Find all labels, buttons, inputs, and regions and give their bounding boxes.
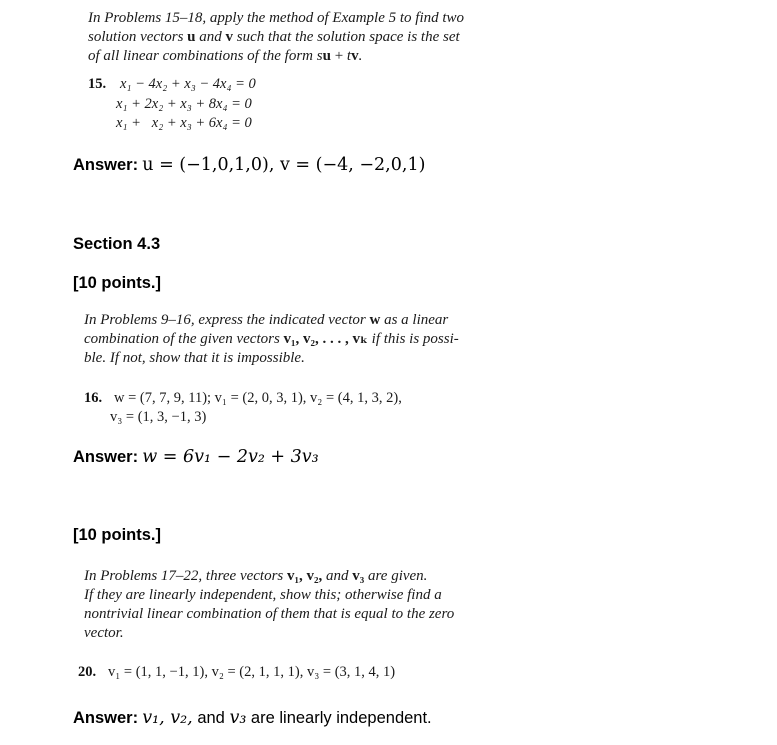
intro-text: such that the solution space is the set — [233, 29, 460, 45]
intro-line — [84, 349, 504, 368]
problem-20-answer — [73, 708, 432, 728]
intro-text: combination of the given vectors — [84, 331, 284, 347]
intro-line — [84, 567, 504, 586]
intro-line — [84, 330, 504, 349]
vector-definitions: v₃ = (1, 3, −1, 3) — [110, 409, 207, 425]
intro-text: If they are linearly independent, show this; otherwise find a — [84, 587, 442, 603]
intro-line — [88, 9, 508, 28]
scalar-s: s — [316, 48, 323, 64]
intro-text: In Problems 9–16, express the indicated vector — [84, 312, 370, 328]
vector-v3: v₃ — [352, 568, 365, 584]
intro-line — [88, 28, 508, 47]
points-label: [10 points.] — [73, 526, 162, 544]
equation-3: x₁ + x₂ + x₃ + 6x₄ = 0 — [116, 115, 252, 131]
problem-number: 16. — [84, 390, 103, 406]
problem-16-vectors — [84, 388, 402, 408]
answer-vectors: v₁, v₂, — [142, 708, 193, 728]
vector-w: w — [369, 312, 381, 328]
problem-number: 20. — [78, 664, 97, 680]
vector-v: v — [351, 48, 359, 64]
intro-text: vector. — [84, 625, 124, 641]
intro-text: ble. If not, show that it is impossible. — [84, 350, 305, 366]
vector-u: u — [322, 48, 331, 64]
plus-sign: + — [330, 48, 347, 64]
intro-text: are given. — [364, 568, 428, 584]
answer-label: Answer: — [73, 448, 139, 466]
answer-label: Answer: — [73, 709, 139, 727]
problem-16-answer — [73, 447, 319, 467]
intro-text: of all linear combinations of the form — [88, 48, 317, 64]
problem-15-system — [88, 74, 256, 94]
vector-u: u — [187, 29, 196, 45]
problem-15-answer — [73, 155, 425, 175]
vector-list: v₁, v₂, . . . , vₖ — [283, 331, 368, 347]
intro-text: In Problems 17–22, three vectors — [84, 568, 288, 584]
intro-line — [84, 586, 504, 605]
problem-20-instructions — [84, 567, 504, 643]
equation-1: x₁ − 4x₂ + x₃ − 4x₄ = 0 — [120, 76, 256, 92]
answer-value: w = 6v₁ − 2v₂ + 3v₃ — [142, 447, 319, 467]
intro-text: and — [195, 29, 226, 45]
intro-text: and — [322, 568, 353, 584]
answer-label: Answer: — [73, 156, 139, 174]
intro-line — [84, 605, 504, 624]
answer-text: and — [192, 709, 230, 727]
section-heading: Section 4.3 — [73, 235, 161, 253]
problem-number: 15. — [88, 76, 107, 92]
intro-text: . — [358, 48, 363, 64]
intro-text: solution vectors — [88, 29, 188, 45]
answer-text: are linearly independent. — [246, 709, 432, 727]
problem-16-instructions — [84, 311, 504, 368]
intro-text: In Problems 15–18, apply the method of Example 5 to find two — [88, 10, 465, 26]
vector-definitions: w = (7, 7, 9, 11); v₁ = (2, 0, 3, 1), v₂ = (4, 1, 3, 2), — [114, 390, 402, 406]
problem-20-vectors — [78, 662, 395, 682]
vector-list: v₁, v₂, — [287, 568, 323, 584]
equation-2: x₁ + 2x₂ + x₃ + 8x₄ = 0 — [116, 96, 252, 112]
answer-vector-v3: v₃ — [229, 708, 247, 728]
points-label: [10 points.] — [73, 274, 162, 292]
vector-v: v — [225, 29, 233, 45]
answer-value: u = (−1,0,1,0), v = (−4, −2,0,1) — [142, 155, 426, 175]
vector-definitions: v₁ = (1, 1, −1, 1), v₂ = (2, 1, 1, 1), v₃ = (3, 1, 4, 1) — [108, 664, 396, 680]
intro-line — [84, 624, 504, 643]
intro-text: as a linear — [380, 312, 449, 328]
intro-text: nontrivial linear combination of them that is equal to the zero — [84, 606, 455, 622]
intro-line — [84, 311, 504, 330]
problem-15-instructions — [88, 9, 508, 66]
scalar-t: t — [346, 48, 352, 64]
intro-text: if this is possi- — [367, 331, 459, 347]
intro-line — [88, 47, 508, 66]
